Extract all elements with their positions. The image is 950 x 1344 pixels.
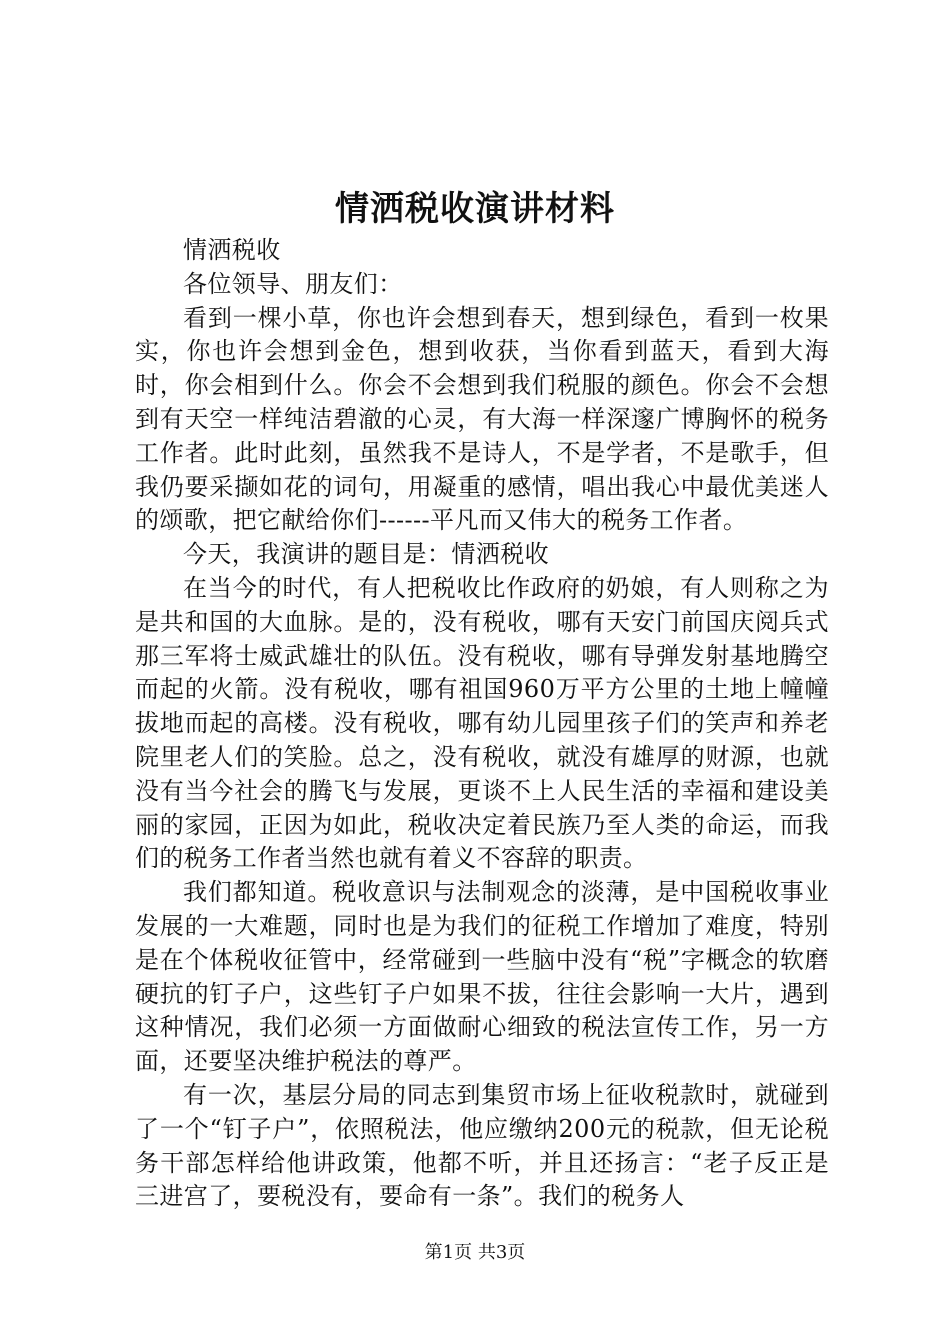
document-body xyxy=(135,234,829,1214)
paragraph: 在当今的时代，有人把税收比作政府的奶娘，有人则称之为是共和国的大血脉。是的，没有税收，哪有天安门前国庆阅兵式那三军将士威武雄壮的队伍。没有税收，哪有导弹发射基地腾空而起的火箭。没有税收，哪有祖国960万平方公里的土地上幢幢拔地而起的高楼。没有税收，哪有幼儿园里孩子们的笑声和养老院里老人们的笑脸。总之，没有税收，就没有雄厚的财源，也就没有当今社会的腾飞与发展，更谈不上人民生活的幸福和建设美丽的家园，正因为如此，税收决定着民族乃至人类的命运，而我们的税务工作者当然也就有着义不容辞的职责。 xyxy=(135,573,829,873)
document-title: 情洒税收演讲材料 xyxy=(335,189,615,229)
paragraph: 我们都知道。税收意识与法制观念的淡薄，是中国税收事业发展的一大难题，同时也是为我们的征税工作增加了难度，特别是在个体税收征管中，经常碰到一些脑中没有“税”字概念的软磨硬抗的钉子户，这些钉子户如果不拔，往往会影响一大片，遇到这种情况，我们必须一方面做耐心细致的税法宣传工作，另一方面，还要坚决维护税法的尊严。 xyxy=(135,878,829,1076)
paragraph: 有一次，基层分局的同志到集贸市场上征收税款时，就碰到了一个“钉子户”，依照税法，他应缴纳200元的税款，但无论税务干部怎样给他讲政策，他都不听，并且还扬言：“老子反正是三进宫了，要税没有，要命有一条”。我们的税务人 xyxy=(135,1080,829,1211)
paragraph: 今天，我演讲的题目是：情洒税收 xyxy=(183,540,549,569)
paragraph: 看到一棵小草，你也许会想到春天，想到绿色，看到一枚果实，你也许会想到金色，想到收获，当你看到蓝天，看到大海时，你会相到什么。你会不会想到我们税服的颜色。你会不会想到有天空一样纯洁碧澈的心灵，有大海一样深邃广博胸怀的税务工作者。此时此刻，虽然我不是诗人，不是学者，不是歌手，但我仍要采撷如花的词句，用凝重的感情，唱出我心中最优美迷人的颂歌，把它献给你们------平凡而又伟大的税务工作者。 xyxy=(135,303,829,535)
page-number-footer: 第1页 共3页 xyxy=(424,1242,526,1263)
paragraph-salutation: 各位领导、朋友们： xyxy=(183,269,403,298)
paragraph-heading: 情洒税收 xyxy=(183,236,281,264)
